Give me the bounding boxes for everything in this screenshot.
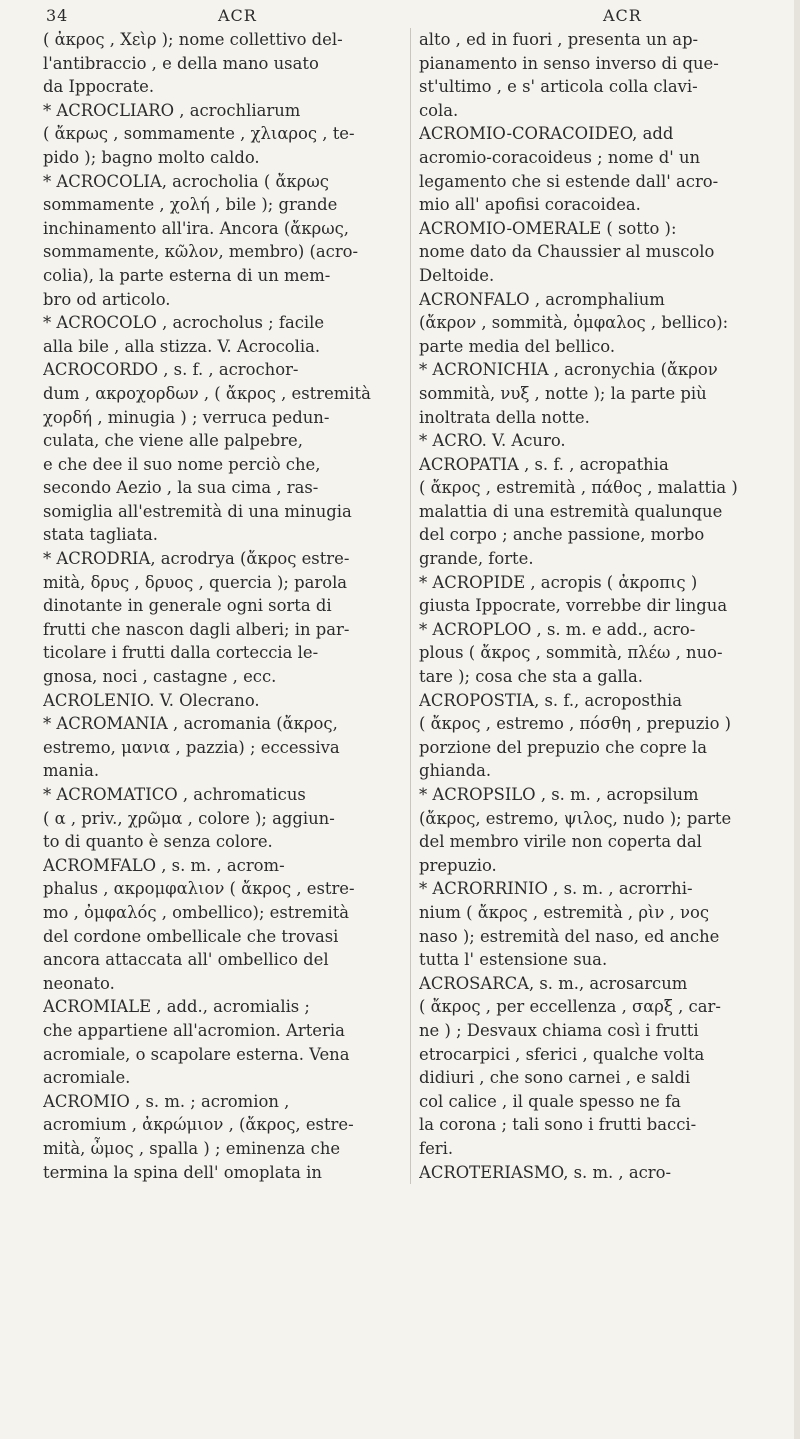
text-line: alla bile , alla stizza. V. Acrocolia.: [43, 336, 321, 356]
text-line: frutti che nascon dagli alberi; in par-: [43, 619, 350, 639]
right-column: [410, 28, 800, 1184]
text-line: malattia di una estremità qualunque: [419, 501, 723, 521]
text-line: didiuri , che sono carnei , e saldi: [419, 1068, 691, 1088]
text-line: etrocarpici , sferici , qualche volta: [419, 1044, 705, 1064]
text-line: χορδή , minugia ) ; verruca pedun-: [43, 407, 330, 427]
text-line: nome dato da Chaussier al muscolo: [419, 242, 715, 262]
text-line: dum , ακροχορδων , ( ἄκρος , estremità: [43, 383, 371, 403]
text-line: ACROPATIA , s. f. , acropathia: [419, 454, 669, 474]
text-line: naso ); estremità del naso, ed anche: [419, 926, 720, 946]
text-line: ACROSARCA, s. m., acrosarcum: [419, 973, 688, 993]
text-line: col calice , il quale spesso ne fa: [419, 1091, 681, 1111]
text-line: ACROLENIO. V. Olecrano.: [43, 690, 260, 710]
text-line: dinotante in generale ogni sorta di: [43, 596, 332, 616]
text-line: * ACROCLIARO , acrochliarum: [43, 100, 301, 120]
text-line: ACROCORDO , s. f. , acrochor-: [43, 360, 299, 380]
text-line: tare ); cosa che sta a galla.: [419, 667, 644, 687]
page-number: 34: [46, 6, 69, 25]
text-line: stata tagliata.: [43, 525, 159, 545]
text-line: neonato.: [43, 973, 115, 993]
text-line: * ACROMANIA , acromania (ἄκρος,: [43, 714, 338, 734]
text-line: st'ultimo , e s' articola colla clavi-: [419, 77, 698, 97]
page-edge-shadow: [794, 0, 800, 1439]
text-line: pianamento in senso inverso di que-: [419, 53, 719, 73]
text-line: mità, δρυς , δρυος , quercia ); parola: [43, 572, 348, 592]
text-line: tutta l' estensione sua.: [419, 950, 608, 970]
text-line: porzione del prepuzio che copre la: [419, 737, 708, 757]
text-line: l'antibraccio , e della mano usato: [43, 53, 319, 73]
text-line: sommamente, κῶλον, membro) (acro-: [43, 242, 359, 262]
text-line: prepuzio.: [419, 855, 497, 875]
text-line: del membro virile non coperta dal: [419, 832, 702, 852]
text-line: ACROTERIASMO, s. m. , acro-: [419, 1162, 672, 1182]
text-line: ancora attaccata all' ombellico del: [43, 950, 329, 970]
text-line: to di quanto è senza colore.: [43, 832, 273, 852]
text-line: che appartiene all'acromion. Arteria: [43, 1020, 345, 1040]
text-line: e che dee il suo nome perciò che,: [43, 454, 321, 474]
text-line: * ACROPLOO , s. m. e add., acro-: [419, 619, 696, 639]
text-line: * ACROCOLIA, acrocholia ( ἄκρως: [43, 171, 329, 191]
text-line: * ACRO. V. Acuro.: [419, 431, 566, 451]
text-line: ( ἄκρος , estremo , πόσθη , prepuzio ): [419, 714, 732, 734]
text-line: phalus , ακρομφαλιον ( ἄκρος , estre-: [43, 879, 355, 899]
text-line: cola.: [419, 100, 459, 120]
text-line: * ACROPIDE , acropis ( ἀκροπις ): [419, 572, 698, 592]
text-line: estremo, μανια , pazzia) ; eccessiva: [43, 737, 340, 757]
text-line: (ἄκρον , sommità, ὀμφαλος , bellico):: [419, 313, 729, 333]
text-line: bro od articolo.: [43, 289, 171, 309]
text-line: ACROMIO-OMERALE ( sotto ):: [419, 218, 677, 238]
text-line: parte media del bellico.: [419, 336, 616, 356]
text-line: ( ἀκρος , Χεὶρ ); nome collettivo del-: [43, 30, 343, 49]
text-line: inoltrata della notte.: [419, 407, 590, 427]
running-head-right: ACR: [603, 6, 642, 25]
text-line: gnosa, noci , castagne , ecc.: [43, 667, 277, 687]
text-line: ticolare i frutti dalla corteccia le-: [43, 643, 319, 663]
text-line: grande, forte.: [419, 549, 534, 569]
text-line: termina la spina dell' omoplata in: [43, 1162, 322, 1182]
text-line: * ACRONICHIA , acronychia (ἄκρον: [419, 360, 718, 380]
text-line: feri.: [419, 1138, 454, 1158]
text-line: del corpo ; anche passione, morbo: [419, 525, 705, 545]
text-line: * ACRODRIA, acrodrya (ἄκρος estre-: [43, 549, 350, 569]
text-line: ne ) ; Desvaux chiama così i frutti: [419, 1020, 699, 1040]
text-line: ACRONFALO , acromphalium: [419, 289, 665, 309]
text-line: la corona ; tali sono i frutti bacci-: [419, 1115, 697, 1135]
left-column: [43, 28, 395, 1184]
text-line: * ACROMATICO , achromaticus: [43, 785, 306, 804]
text-line: sommità, νυξ , notte ); la parte più: [419, 383, 707, 403]
text-line: mo , ὀμφαλός , ombellico); estremità: [43, 902, 350, 922]
text-line: acromiale, o scapolare esterna. Vena: [43, 1044, 350, 1064]
text-line: ghianda.: [419, 761, 492, 781]
text-line: ( ἄκρος , estremità , πάθος , malattia ): [419, 478, 738, 498]
text-line: ( ἄκρως , sommamente , χλιαρος , te-: [43, 124, 355, 144]
text-line: acromio-coracoideus ; nome d' un: [419, 147, 701, 167]
text-line: Deltoide.: [419, 265, 495, 285]
text-line: secondo Aezio , la sua cima , ras-: [43, 478, 319, 498]
text-line: somiglia all'estremità di una minugia: [43, 501, 352, 521]
text-line: alto , ed in fuori , presenta un ap-: [419, 30, 699, 49]
text-line: * ACROPSILO , s. m. , acropsilum: [419, 785, 699, 804]
text-line: ACROMIO , s. m. ; acromion ,: [43, 1091, 290, 1111]
text-line: mania.: [43, 761, 100, 781]
text-line: ( α , priv., χρῶμα , colore ); aggiun-: [43, 808, 335, 828]
text-line: inchinamento all'ira. Ancora (ἄκρως,: [43, 218, 349, 238]
text-line: ACROMIALE , add., acromialis ;: [43, 997, 310, 1017]
text-line: acromiale.: [43, 1068, 131, 1088]
text-line: ACROPOSTIA, s. f., acroposthia: [419, 690, 683, 710]
text-line: * ACROCOLO , acrocholus ; facile: [43, 313, 325, 333]
text-line: acromium , ἀκρώμιον , (ἄκρος, estre-: [43, 1115, 354, 1135]
text-line: (ἄκρος, estremo, ψιλος, nudo ); parte: [419, 808, 732, 828]
text-line: plous ( ἄκρος , sommità, πλέω , nuo-: [419, 643, 723, 663]
text-line: colia), la parte esterna di un mem-: [43, 265, 331, 285]
text-line: * ACRORRINIO , s. m. , acrorrhi-: [419, 879, 693, 899]
text-line: ACROMIO-CORACOIDEO, add: [419, 124, 674, 144]
text-line: mio all' apofisi coracoidea.: [419, 195, 641, 215]
text-line: pido ); bagno molto caldo.: [43, 147, 260, 167]
text-line: giusta Ippocrate, vorrebbe dir lingua: [419, 596, 728, 616]
text-line: mità, ὦμος , spalla ) ; eminenza che: [43, 1138, 341, 1158]
text-line: da Ippocrate.: [43, 77, 155, 97]
text-line: ( ἄκρος , per eccellenza , σαρξ , car-: [419, 997, 721, 1017]
text-line: nium ( ἄκρος , estremità , ρὶν , νος: [419, 902, 710, 922]
text-line: sommamente , χολή , bile ); grande: [43, 195, 338, 215]
text-line: ACROMFALO , s. m. , acrom-: [43, 855, 285, 875]
text-line: culata, che viene alle palpebre,: [43, 431, 303, 451]
text-line: del cordone ombellicale che trovasi: [43, 926, 339, 946]
running-head-left: ACR: [218, 6, 257, 25]
text-line: legamento che si estende dall' acro-: [419, 171, 719, 191]
